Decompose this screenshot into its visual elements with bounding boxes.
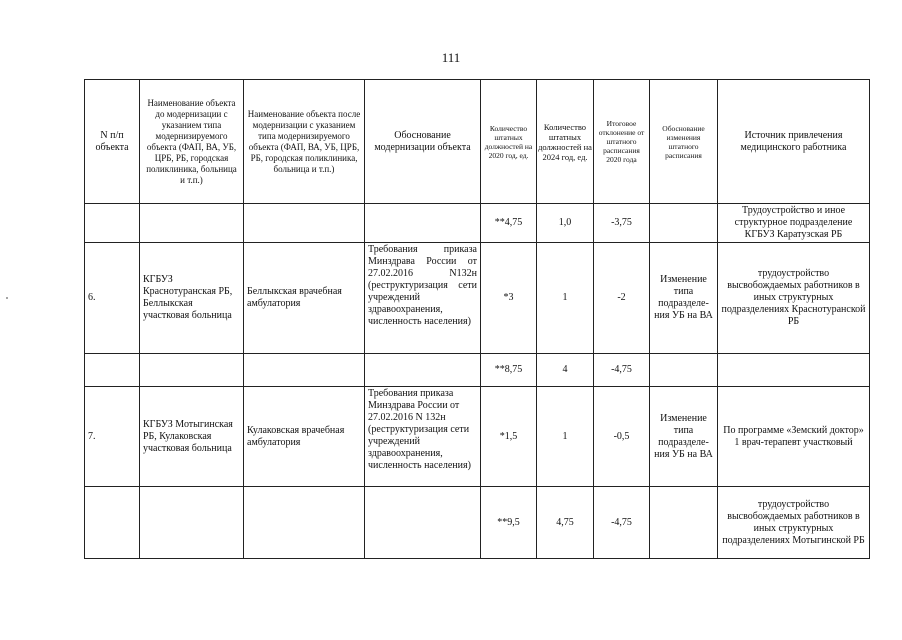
cell-count-2020: **8,75 — [481, 354, 537, 387]
cell-staff-reason — [650, 487, 718, 559]
cell-reason: Требования приказа Минздрава России от 27.02.2016 N132н (реструктуризация сети учреждений здравоохранения, численность населения) — [365, 243, 481, 354]
cell-source: По программе «Земский доктор» 1 врач-терапевт участковый — [718, 387, 870, 487]
table-row — [85, 487, 870, 559]
header-staff-reason: Обоснование изменения штатного расписания — [650, 80, 718, 204]
cell-source: трудоустройство высвобождаемых работников в иных структурных подразделениях Краснотуранской РБ — [718, 243, 870, 354]
cell-deviation: -4,75 — [594, 487, 650, 559]
cell-source: трудоустройство высвобождаемых работников в иных структурных подразделениях Мотыгинской РБ — [718, 487, 870, 559]
cell-before — [140, 204, 244, 243]
modernization-table — [84, 79, 870, 559]
cell-after — [244, 204, 365, 243]
cell-before: КГБУЗ Краснотуранская РБ, Беллыкская участковая больница — [140, 243, 244, 354]
cell-before — [140, 354, 244, 387]
table-header-row — [85, 80, 870, 204]
cell-count-2024: 1,0 — [537, 204, 594, 243]
cell-before — [140, 487, 244, 559]
cell-reason: Требования приказа Минздрава России от 27.02.2016 N 132н (реструктуризация сети учреждений здравоохранения, численность населения) — [365, 387, 481, 487]
cell-reason — [365, 487, 481, 559]
cell-num: 7. — [85, 387, 140, 487]
cell-after — [244, 487, 365, 559]
cell-num — [85, 354, 140, 387]
cell-count-2024: 4,75 — [537, 487, 594, 559]
header-after: Наименование объекта после модернизации с указанием типа модернизируемого объекта (ФАП, ВА, УБ, ЦРБ, РБ, городская поликлиника, больница и т.п.) — [244, 80, 365, 204]
cell-deviation: -0,5 — [594, 387, 650, 487]
cell-num — [85, 487, 140, 559]
header-count-2020: Количество штатных должностей на 2020 год, ед. — [481, 80, 537, 204]
table-row — [85, 354, 870, 387]
table-row — [85, 204, 870, 243]
cell-after — [244, 354, 365, 387]
cell-num: 6. — [85, 243, 140, 354]
header-num: N п/п объекта — [85, 80, 140, 204]
cell-count-2024: 1 — [537, 243, 594, 354]
scan-speck — [6, 297, 8, 299]
table-row — [85, 243, 870, 354]
cell-count-2020: *3 — [481, 243, 537, 354]
cell-after: Беллыкская врачебная амбулатория — [244, 243, 365, 354]
cell-reason — [365, 204, 481, 243]
header-count-2024: Количество штатных должностей на 2024 год, ед. — [537, 80, 594, 204]
cell-count-2020: *1,5 — [481, 387, 537, 487]
header-deviation: Итоговое отклонение от штатного расписания 2020 года — [594, 80, 650, 204]
cell-before: КГБУЗ Мотыгинская РБ, Кулаковская участковая больница — [140, 387, 244, 487]
cell-deviation: -4,75 — [594, 354, 650, 387]
cell-staff-reason — [650, 354, 718, 387]
cell-staff-reason: Изменение типа подразделе-ния УБ на ВА — [650, 243, 718, 354]
cell-count-2020: **4,75 — [481, 204, 537, 243]
cell-after: Кулаковская врачебная амбулатория — [244, 387, 365, 487]
cell-staff-reason: Изменение типа подразделе-ния УБ на ВА — [650, 387, 718, 487]
page-number: 111 — [441, 50, 461, 65]
header-before: Наименование объекта до модернизации с указанием типа модернизируемого объекта (ФАП, ВА, УБ, ЦРБ, РБ, городская поликлиника, больница и т.п.) — [140, 80, 244, 204]
cell-staff-reason — [650, 204, 718, 243]
cell-count-2024: 1 — [537, 387, 594, 487]
cell-reason — [365, 354, 481, 387]
cell-deviation: -3,75 — [594, 204, 650, 243]
cell-source — [718, 354, 870, 387]
table-row — [85, 387, 870, 487]
cell-deviation: -2 — [594, 243, 650, 354]
cell-count-2020: **9,5 — [481, 487, 537, 559]
header-reason: Обоснование модернизации объекта — [365, 80, 481, 204]
cell-source: Трудоустройство и иное структурное подразделение КГБУЗ Каратузская РБ — [718, 204, 870, 243]
cell-num — [85, 204, 140, 243]
header-source: Источник привлечения медицинского работника — [718, 80, 870, 204]
cell-count-2024: 4 — [537, 354, 594, 387]
